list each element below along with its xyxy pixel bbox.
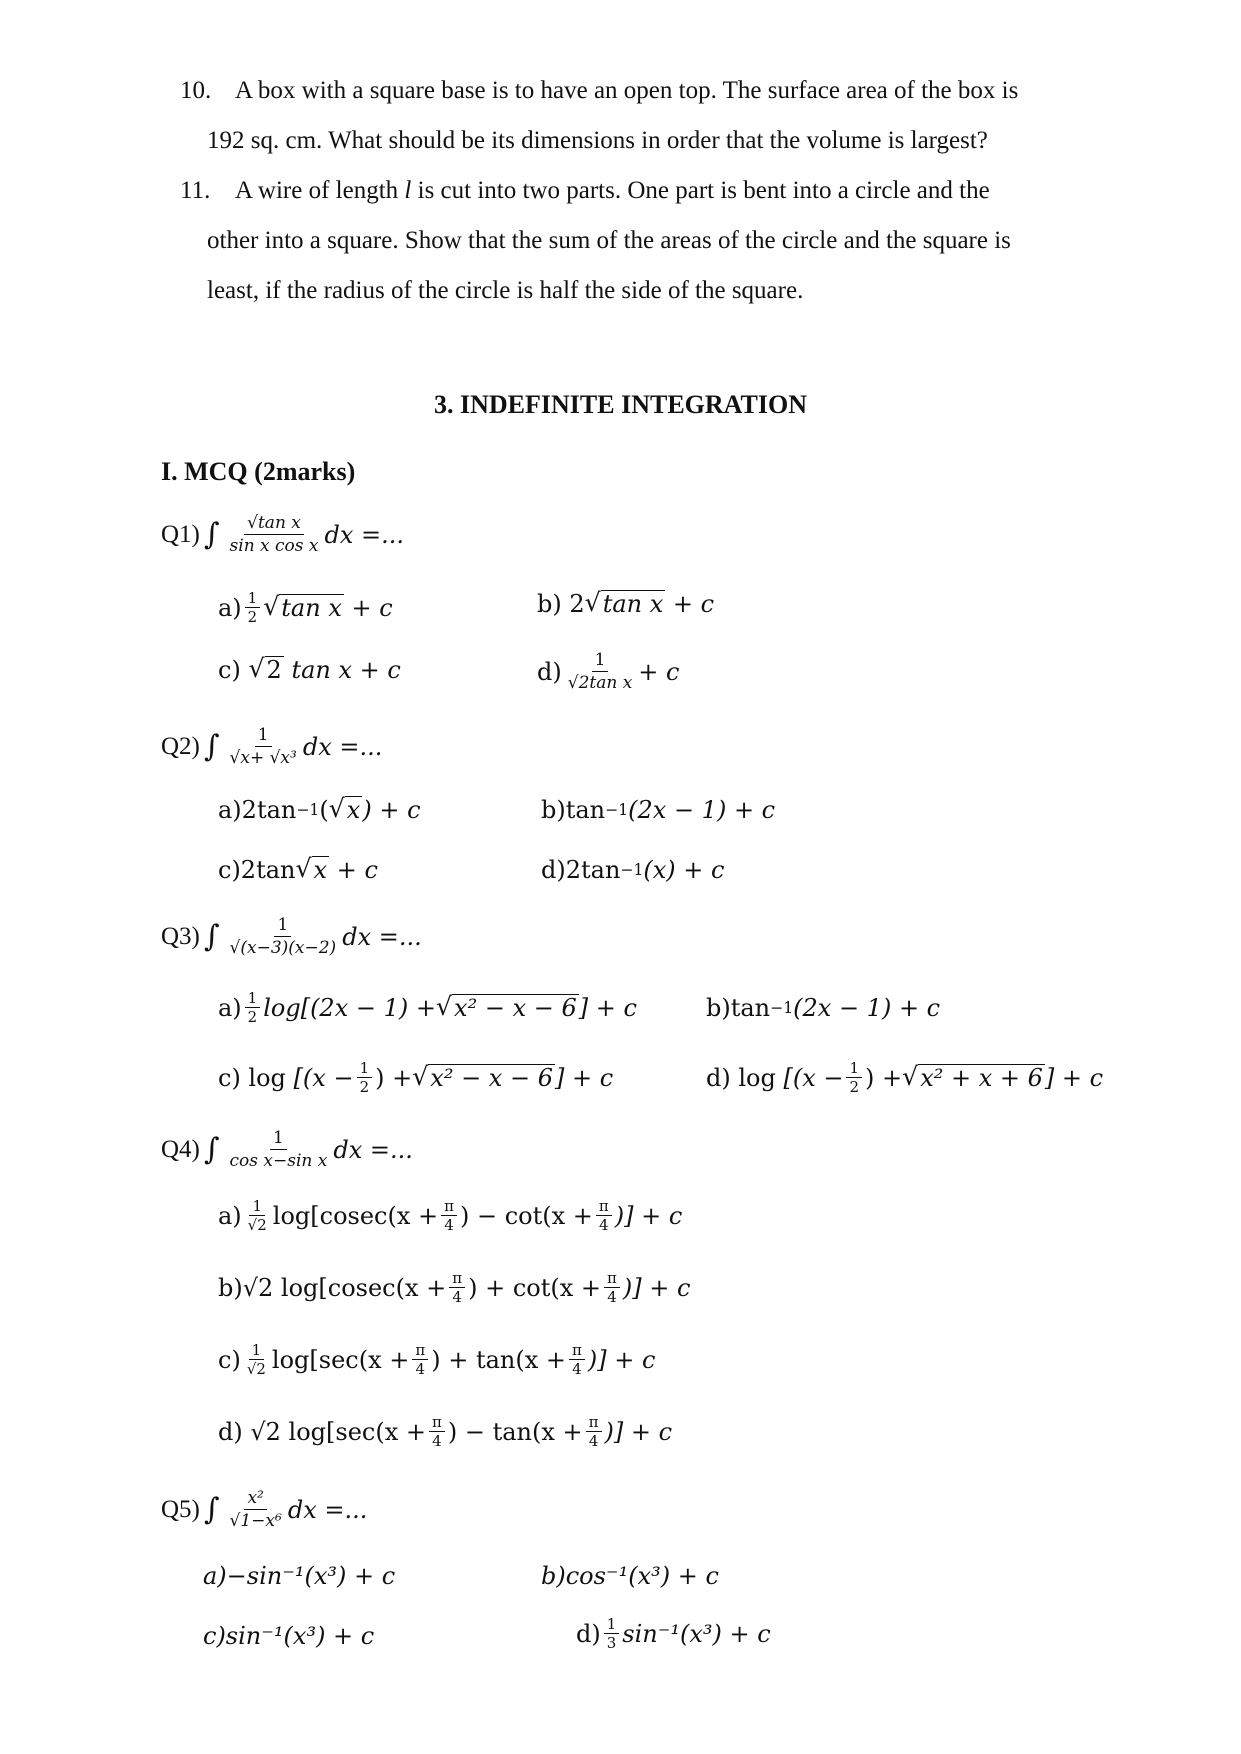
question-1 — [161, 513, 404, 556]
problem-11: 11. A wire of length l is cut into two parts. One part is bent into a circle and the other into a square. Show that the sum of the areas of the circle and the square is least, if the radius of the circle is half the side of the square. — [180, 166, 1160, 316]
q3-option-b[interactable]: b)tan −1 (2x − 1) + c — [706, 994, 941, 1022]
q4-option-d[interactable]: d) √2 log [sec(x + $\frac{\pi}{4}$ ) − tan(x + $\frac{\pi}{4}$ )] + c — [218, 1413, 673, 1450]
q1-option-c[interactable]: c) √ 2 tan x + c — [218, 654, 401, 685]
q4-option-b[interactable]: b)√2 log [cosec(x + $\frac{\pi}{4}$ ) + cot(x + $\frac{\pi}{4}$ )] + c — [218, 1269, 691, 1306]
q5-option-d[interactable]: d) $\frac{1}{3}$ sin⁻¹(x³) + c — [576, 1615, 771, 1652]
question-label: Q4) — [161, 1135, 200, 1163]
q2-option-d[interactable]: d)2tan −1 (x) + c — [541, 856, 725, 884]
q5-option-b[interactable]: b)cos⁻¹(x³) + c — [541, 1562, 719, 1590]
question-tail: dx =... — [342, 922, 422, 951]
q1-option-a[interactable]: a) $\frac{1}{2}$ √ tan x + c — [218, 589, 393, 626]
question-tail: dx =... — [333, 1135, 413, 1164]
integral-sign: ∫ — [203, 1492, 220, 1527]
question-label: Q1) — [161, 520, 200, 548]
problem-text: other into a square. Show that the sum of the areas of the circle and the square is — [207, 227, 1011, 254]
question-label: Q3) — [161, 922, 200, 950]
question-tail: dx =... — [324, 520, 405, 549]
question-label: Q5) — [161, 1495, 200, 1523]
integrand: $\frac{1}{√(x-3)(x-2)}$ — [229, 915, 337, 958]
question-label: Q2) — [161, 732, 200, 760]
problem-10 — [180, 66, 1160, 166]
q3-option-d[interactable]: d) log [(x − $\frac{1}{2}$ ) + √ x² + x + 6 ] + c — [706, 1059, 1104, 1096]
q5-option-c[interactable]: c)sin⁻¹(x³) + c — [203, 1622, 375, 1650]
integral-sign: ∫ — [203, 1132, 220, 1167]
q4-option-a[interactable]: a) $\frac{1}{√2}$ log[cosec(x + $\frac{\pi}{4}$ ) − cot(x + $\frac{\pi}{4}$ )] + c — [218, 1197, 683, 1234]
problem-number: 11. — [180, 177, 211, 204]
question-4 — [161, 1128, 413, 1171]
q1-option-b[interactable]: b) 2 √ tan x + c — [537, 588, 715, 619]
question-3 — [161, 915, 422, 958]
q2-option-b[interactable]: b)tan −1 (2x − 1) + c — [541, 796, 776, 824]
q2-option-a[interactable]: a)2tan −1 ( √ x ) + c — [218, 794, 421, 825]
problem-text: least, if the radius of the circle is half the side of the square. — [207, 277, 804, 304]
question-5 — [161, 1488, 367, 1531]
integral-sign: ∫ — [203, 729, 220, 764]
integrand: $\frac{\text{x²}}{\text{√1−x⁶}}$ — [229, 1488, 282, 1531]
q3-option-a[interactable]: a) $\frac{1}{2}$ log[(2x − 1) + √ x² − x − 6 ] + c — [218, 989, 637, 1026]
q1-option-d[interactable]: d) $\frac{1}{\text{√2tan x}}$ + c — [537, 650, 680, 693]
section-title: 3. INDEFINITE INTEGRATION — [434, 390, 807, 419]
integrand: $\frac{1}{\text{cos x−sin x}}$ — [229, 1128, 328, 1171]
variable: l — [404, 177, 412, 204]
problem-text: A box with a square base is to have an open top. The surface area of the box is — [235, 77, 1019, 104]
question-tail: dx =... — [302, 732, 383, 761]
problem-text: 192 sq. cm. What should be its dimensions in order that the volume is largest? — [207, 127, 988, 154]
q4-option-c[interactable]: c) $\frac{1}{√2}$ log[sec(x + $\frac{\pi}{4}$ ) + tan(x + $\frac{\pi}{4}$ )] + c — [218, 1341, 656, 1378]
problem-number: 10. — [180, 77, 212, 104]
integrand: $\frac{1}{\text{√x+ √x³}}$ — [229, 725, 297, 768]
question-2 — [161, 725, 382, 768]
q2-option-c[interactable]: c)2tan √ x + c — [218, 854, 378, 885]
integrand: $\frac{\text{√tan x}}{\text{sin x cos x}}$ — [229, 513, 319, 556]
subsection-title: I. MCQ (2marks) — [161, 457, 356, 486]
integral-sign: ∫ — [203, 919, 220, 954]
q3-option-c[interactable]: c) log [(x − $\frac{1}{2}$ ) + √ x² − x − 6 ] + c — [218, 1059, 614, 1096]
integral-sign: ∫ — [203, 517, 220, 552]
question-tail: dx =... — [287, 1495, 368, 1524]
q5-option-a[interactable]: a)−sin⁻¹(x³) + c — [203, 1562, 396, 1590]
